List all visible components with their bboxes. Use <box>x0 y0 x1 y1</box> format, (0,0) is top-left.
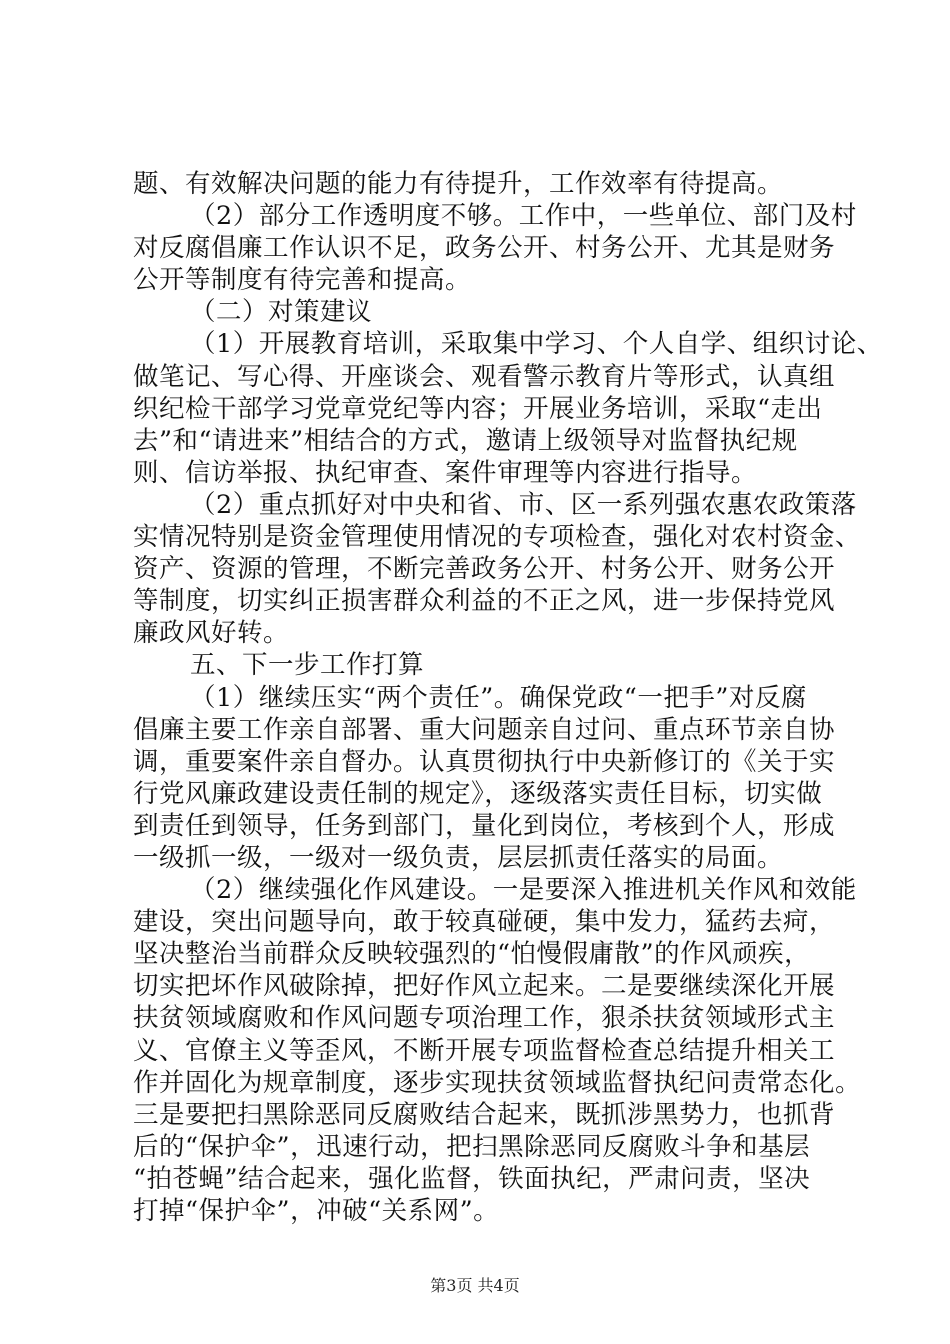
text-line: “拍苍蝇”结合起来，强化监督，铁面执纪，严肃问责，坚决 <box>133 1163 811 1194</box>
document-body <box>133 168 883 1227</box>
text-line: 做笔记、写心得、开座谈会、观看警示教育片等形式，认真组 <box>133 361 836 392</box>
text-line: 扶贫领域腐败和作风问题专项治理工作，狠杀扶贫领域形式主 <box>133 1003 836 1034</box>
text-line: （2）继续强化作风建设。一是要深入推进机关作风和效能 <box>190 875 857 906</box>
text-line: 资产、资源的管理，不断完善政务公开、村务公开、财务公开 <box>133 554 836 585</box>
text-line: 廉政风好转。 <box>133 618 290 649</box>
text-line: 作并固化为规章制度，逐步实现扶贫领域监督执纪问责常态化。 <box>133 1067 862 1098</box>
text-line: 等制度，切实纠正损害群众利益的不正之风，进一步保持党风 <box>133 586 836 617</box>
text-line: 调，重要案件亲自督办。认真贯彻执行中央新修订的《关于实 <box>133 746 836 777</box>
text-line: 建设，突出问题导向，敢于较真碰硬，集中发力，猛药去疴， <box>133 907 836 938</box>
text-line: （2）部分工作透明度不够。工作中，一些单位、部门及村 <box>190 201 857 232</box>
text-line: 公开等制度有待完善和提高。 <box>133 265 472 296</box>
text-line: 织纪检干部学习党章党纪等内容；开展业务培训，采取“走出 <box>133 393 823 424</box>
text-line: 打掉“保护伞”，冲破“关系网”。 <box>133 1196 500 1226</box>
text-line: 则、信访举报、执纪审查、案件审理等内容进行指导。 <box>133 457 758 488</box>
text-line: 义、官僚主义等歪风，不断开展专项监督检查总结提升相关工 <box>133 1035 836 1066</box>
text-line: 去”和“请进来”相结合的方式，邀请上级领导对监督执纪规 <box>133 425 798 456</box>
text-line: 实情况特别是资金管理使用情况的专项检查，强化对农村资金、 <box>133 522 862 553</box>
text-line: （1）继续压实“两个责任”。确保党政“一把手”对反腐 <box>190 682 807 713</box>
text-line: 三是要把扫黑除恶同反腐败结合起来，既抓涉黑势力，也抓背 <box>133 1099 836 1130</box>
text-line: 切实把坏作风破除掉，把好作风立起来。二是要继续深化开展 <box>133 971 836 1002</box>
text-line: （2）重点抓好对中央和省、市、区一系列强农惠农政策落 <box>190 489 857 520</box>
text-line: 倡廉主要工作亲自部署、重大问题亲自过问、重点环节亲自协 <box>133 714 836 745</box>
text-line: 题、有效解决问题的能力有待提升，工作效率有待提高。 <box>133 169 784 199</box>
text-line: 坚决整治当前群众反映较强烈的“怕慢假庸散”的作风顽疾， <box>133 939 811 970</box>
text-line: 到责任到领导，任务到部门，量化到岗位，考核到个人，形成 <box>133 810 836 841</box>
text-line: 行党风廉政建设责任制的规定》，逐级落实责任目标，切实做 <box>133 778 823 809</box>
page-footer: 第3页 共4页 <box>430 1276 520 1295</box>
text-line: 五、下一步工作打算 <box>190 650 425 681</box>
text-line: （二）对策建议 <box>190 297 373 328</box>
text-line: 对反腐倡廉工作认识不足，政务公开、村务公开、尤其是财务 <box>133 233 836 264</box>
text-line: 一级抓一级，一级对一级负责，层层抓责任落实的局面。 <box>133 842 784 873</box>
text-line: 后的“保护伞”，迅速行动，把扫黑除恶同反腐败斗争和基层 <box>133 1131 811 1162</box>
text-line: （1）开展教育培训，采取集中学习、个人自学、组织讨论、 <box>190 329 883 360</box>
